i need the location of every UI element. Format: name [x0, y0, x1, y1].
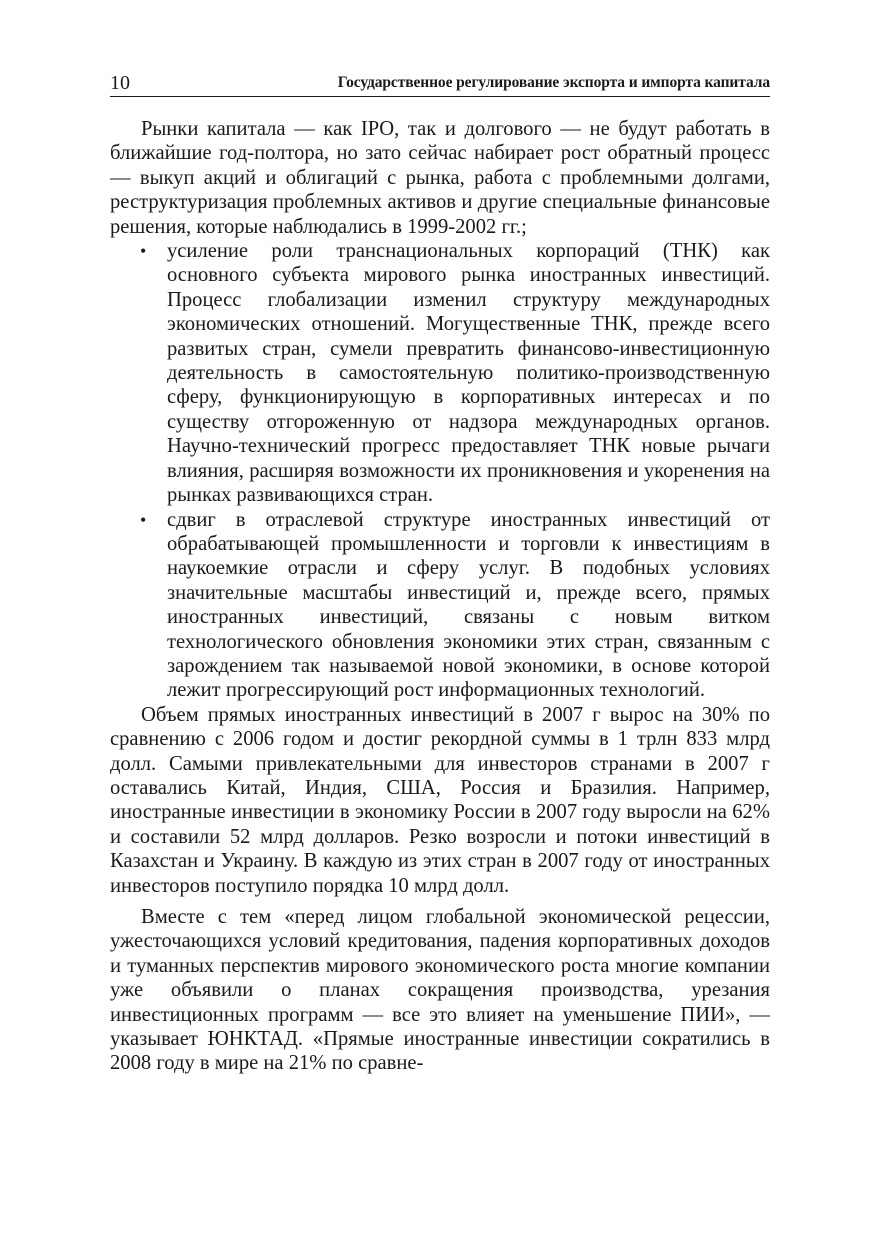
page-body — [110, 117, 770, 1076]
running-title: Государственное регулирование экспорта и импорта капитала — [337, 74, 770, 91]
page-header — [110, 72, 770, 97]
paragraph-capital-markets: Рынки капитала — как IPO, так и долгового — не будут работать в ближайшие год-полтора, но зато сейчас набирает рост обратный процесс — выкуп акций и облигаций с рынка, работа с проблемными долгами, реструктуризация проблемных активов и другие специальные финансовые решения, которые наблюдались в 1999-2002 гг.; — [110, 118, 770, 238]
bullet-icon: • — [140, 241, 147, 262]
bullet-text: усиление роли транснациональных корпораций (ТНК) как основного субъекта мирового рынка иностранных инвестиций. Процесс глобализации изменил структуру международных экономических отношений. Могущественные ТНК, прежде всего развитых стран, сумели превратить финансово-инвестиционную деятельность в самостоятельную политико-производственную сферу, функционирующую в корпоративных интересах и по существу отгороженную от надзора международных органов. Научно-технический прогресс предоставляет ТНК новые рычаги влияния, расширяя возможности их проникновения и укоренения на рынках развивающихся стран. — [167, 240, 770, 507]
bullet-text: сдвиг в отраслевой структуре иностранных инвестиций от обрабатывающей промышленности и торговли к инвестициям в наукоемкие отрасли и сферу услуг. В подобных условиях значительные масштабы инвестиций и, прежде всего, прямых иностранных инвестиций, связаны с новым витком технологического обновления экономики этих стран, связанным с зарождением так называемой новой экономики, в основе которой лежит прогрессирующий рост информационных технологий. — [167, 508, 770, 702]
bullet-icon: • — [140, 509, 147, 530]
paragraph-fdi-volume: Объем прямых иностранных инвестиций в 2007 г вырос на 30% по сравнению с 2006 годом и достиг рекордной суммы в 1 трлн 833 млрд долл. Самыми привлекательными для инвесторов странами в 2007 г оставались Китай, Индия, США, Россия и Бразилия. Например, иностранные инвестиции в экономику России в 2007 году выросли на 62% и составили 52 млрд долларов. Резко возросли и потоки инвестиций в Казахстан и Украину. В каждую из этих стран в 2007 году от иностранных инвесторов поступило порядка 10 млрд долл. — [110, 703, 770, 897]
page-number: 10 — [110, 72, 130, 94]
bullet-list — [110, 239, 770, 703]
bullet-item-sector-shift — [110, 508, 770, 703]
paragraph-unctad-quote: Вместе с тем «перед лицом глобальной экономической рецессии, ужесточающихся условий кредитования, падения корпоративных доходов и туманных перспектив мирового экономического роста многие компании уже объявили о планах сокращения производства, урезания инвестиционных программ — все это влияет на уменьшение ПИИ», — указывает ЮНКТАД. «Прямые иностранные инвестиции сократились в 2008 году в мире на 21% по сравне- — [110, 906, 770, 1075]
bullet-item-tnc-role — [110, 239, 770, 507]
